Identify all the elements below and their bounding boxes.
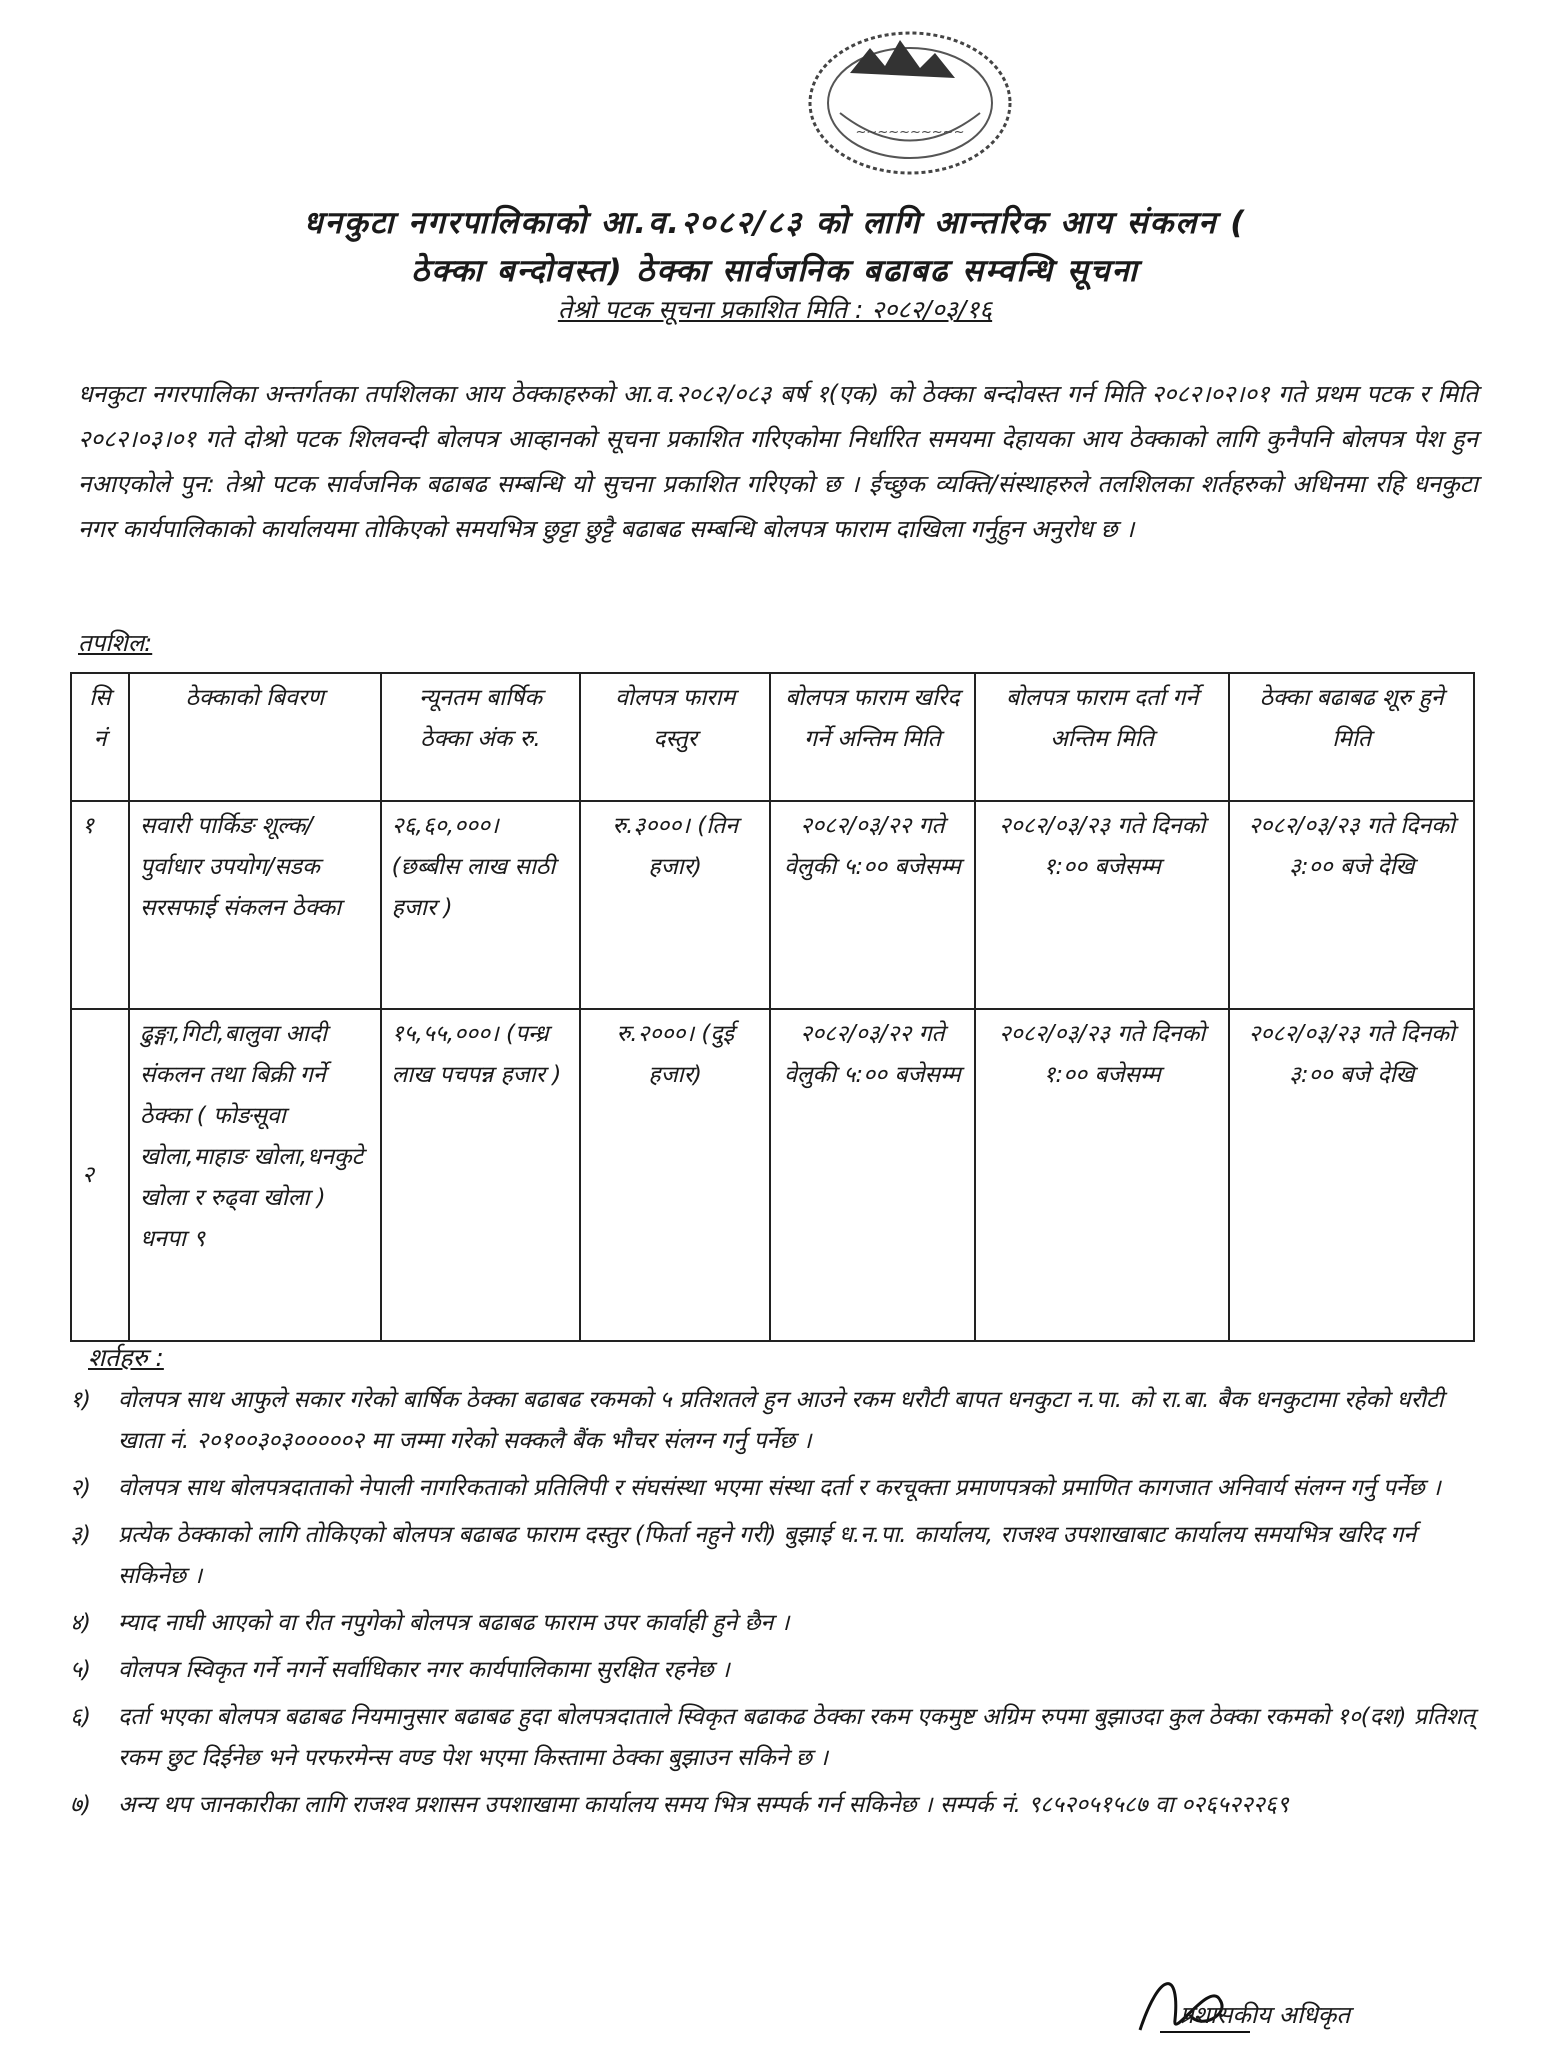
condition-number: १) — [70, 1387, 91, 1413]
condition-item — [70, 1515, 1490, 1597]
condition-number: ७) — [70, 1792, 91, 1818]
cell-minimum-amount: १५,५५,०००। (पन्ध्र लाख पचपन्न हजार ) — [381, 1009, 581, 1341]
header-minimum-amount: न्यूनतम बार्षिक ठेक्का अंक रु. — [381, 673, 581, 801]
cell-minimum-amount: २६,६०,०००। (छब्बीस लाख साठी हजार ) — [381, 801, 581, 1009]
cell-registration-deadline: २०८२/०३/२३ गते दिनको १:०० बजेसम्म — [975, 1009, 1230, 1341]
municipality-seal — [790, 18, 1030, 188]
condition-item — [70, 1380, 1490, 1462]
cell-purchase-deadline: २०८२/०३/२२ गते वेलुकी ५:०० बजेसम्म — [770, 1009, 975, 1341]
condition-text: प्रत्येक ठेक्काको लागि तोकिएको बोलपत्र बढाबढ फाराम दस्तुर (फिर्ता नहुने गरी) बुझाई ध.न.पा. कार्यालय, राजश्व उपशाखाबाट कार्यालय समयभित्र खरिद गर्न सकिनेछ । — [118, 1522, 1417, 1589]
condition-number: ४) — [70, 1610, 91, 1636]
header-registration-deadline: बोलपत्र फाराम दर्ता गर्ने अन्तिम मिति — [975, 673, 1230, 801]
condition-item — [70, 1785, 1490, 1826]
condition-item — [70, 1697, 1490, 1779]
schedule-label: तपशिल: — [78, 629, 153, 657]
header-sn: सि नं — [71, 673, 129, 801]
table-row — [71, 801, 1474, 1009]
cell-registration-deadline: २०८२/०३/२३ गते दिनको १:०० बजेसम्म — [975, 801, 1230, 1009]
cell-description: ढुङ्गा,गिटी,बालुवा आदी संकलन तथा बिक्री गर्ने ठेक्का ( फोङसूवा खोला,माहाङ खोला,धनकुटे खोला र रुढ्वा खोला ) धनपा ९ — [129, 1009, 381, 1341]
intro-paragraph: धनकुटा नगरपालिका अन्तर्गतका तपशिलका आय ठेक्काहरुको आ.व.२०८२/०८३ बर्ष १(एक) को ठेक्का बन्दोवस्त गर्न मिति २०८२।०२।०१ गते प्रथम पटक र मिति २०८२।०३।०१ गते दोश्रो पटक शिलवन्दी बोलपत्र आव्हानको सूचना प्रकाशित गरिएकोमा निर्धारित समयमा देहायका आय ठेक्काको लागि कुनैपनि बोलपत्र पेश हुन नआएकोले पुन: तेश्रो पटक सार्वजनिक बढाबढ सम्बन्धि यो सुचना प्रकाशित गरिएको छ । ईच्छुक व्यक्ति/संस्थाहरुले तलशिलका शर्तहरुको अधिनमा रहि धनकुटा नगर कार्यपालिकाको कार्यालयमा तोकिएको समयभित्र छुट्टा छुट्टै बढाबढ सम्बन्धि बोलपत्र फाराम दाखिला गर्नुहुन अनुरोध छ । — [78, 380, 1478, 543]
notice-title-line-1: धनकुटा नगरपालिकाको आ.व.२०८२/८३ को लागि आन्तरिक आय संकलन ( — [303, 205, 1247, 241]
condition-text: दर्ता भएका बोलपत्र बढाबढ नियमानुसार बढाबढ हुदा बोलपत्रदाताले स्विकृत बढाकढ ठेक्का रकम एकमुष्ट अग्रिम रुपमा बुझाउदा कुल ठेक्का रकमको १०(दश) प्रतिशत् रकम छुट दिईनेछ भने परफरमेन्स वण्ड पेश भएमा किस्तामा ठेक्का बुझाउन सकिने छ । — [118, 1704, 1475, 1771]
table-row — [71, 1009, 1474, 1341]
cell-purchase-deadline: २०८२/०३/२२ गते वेलुकी ५:०० बजेसम्म — [770, 801, 975, 1009]
condition-text: अन्य थप जानकारीका लागि राजश्व प्रशासन उपशाखामा कार्यालय समय भित्र सम्पर्क गर्न सकिनेछ । सम्पर्क नं. ९८५२०५१५८७ वा ०२६५२२२६९ — [118, 1792, 1289, 1818]
condition-item — [70, 1650, 1490, 1691]
condition-item — [70, 1468, 1490, 1509]
condition-text: वोलपत्र स्विकृत गर्ने नगर्ने सर्वाधिकार नगर कार्यपालिकामा सुरक्षित रहनेछ । — [118, 1657, 730, 1683]
cell-form-fee: रु.३०००। (तिन हजार) — [580, 801, 770, 1009]
condition-number: ३) — [70, 1522, 91, 1548]
condition-text: म्याद नाघी आएको वा रीत नपुगेको बोलपत्र बढाबढ फाराम उपर कार्वाही हुने छैन । — [118, 1610, 790, 1636]
cell-auction-start: २०८२/०३/२३ गते दिनको ३:०० बजे देखि — [1229, 801, 1474, 1009]
header-auction-start: ठेक्का बढाबढ शूरु हुने मिति — [1229, 673, 1474, 801]
table-header-row — [71, 673, 1474, 801]
cell-sn: १ — [71, 801, 129, 1009]
publication-date-subtitle: तेश्रो पटक सूचना प्रकाशित मिति : २०८२/०३/१६ — [557, 295, 993, 324]
svg-text:~~~~~~~~~~: ~~~~~~~~~~ — [855, 125, 965, 140]
contract-table — [70, 672, 1475, 1342]
header-purchase-deadline: बोलपत्र फाराम खरिद गर्ने अन्तिम मिति — [770, 673, 975, 801]
conditions-heading: शर्तहरु : — [88, 1343, 164, 1372]
cell-sn: २ — [71, 1009, 129, 1341]
header-description: ठेक्काको बिवरण — [129, 673, 381, 801]
condition-number: २) — [70, 1475, 91, 1501]
conditions-list — [70, 1380, 1490, 1832]
condition-item — [70, 1603, 1490, 1644]
cell-description: सवारी पार्किङ शूल्क/पुर्वाधार उपयोग/सडक सरसफाई संकलन ठेक्का — [129, 801, 381, 1009]
condition-text: वोलपत्र साथ बोलपत्रदाताको नेपाली नागरिकताको प्रतिलिपी र संघसंस्था भएमा संस्था दर्ता र करचूक्ता प्रमाणपत्रको प्रमाणित कागजात अनिवार्य संलग्न गर्नु पर्नेछ । — [118, 1475, 1441, 1501]
signature-title: प्रशासकीय अधिकृत — [1180, 2001, 1351, 2029]
cell-auction-start: २०८२/०३/२३ गते दिनको ३:०० बजे देखि — [1229, 1009, 1474, 1341]
header-form-fee: वोलपत्र फाराम दस्तुर — [580, 673, 770, 801]
condition-number: ५) — [70, 1657, 91, 1683]
cell-form-fee: रु.२०००। (दुई हजार) — [580, 1009, 770, 1341]
condition-number: ६) — [70, 1704, 91, 1730]
condition-text: वोलपत्र साथ आफुले सकार गरेको बार्षिक ठेक्का बढाबढ रकमको ५ प्रतिशतले हुन आउने रकम धरौटी बापत धनकुटा न.पा. को रा.बा. बैक धनकुटामा रहेको धरौटी खाता नं. २०१००३०३०००००२ मा जम्मा गरेको सक्कलै बैंक भौचर संलग्न गर्नु पर्नेछ । — [118, 1387, 1444, 1454]
notice-title-line-2: ठेक्का बन्दोवस्त) ठेक्का सार्वजनिक बढाबढ सम्वन्धि सूचना — [411, 253, 1139, 289]
